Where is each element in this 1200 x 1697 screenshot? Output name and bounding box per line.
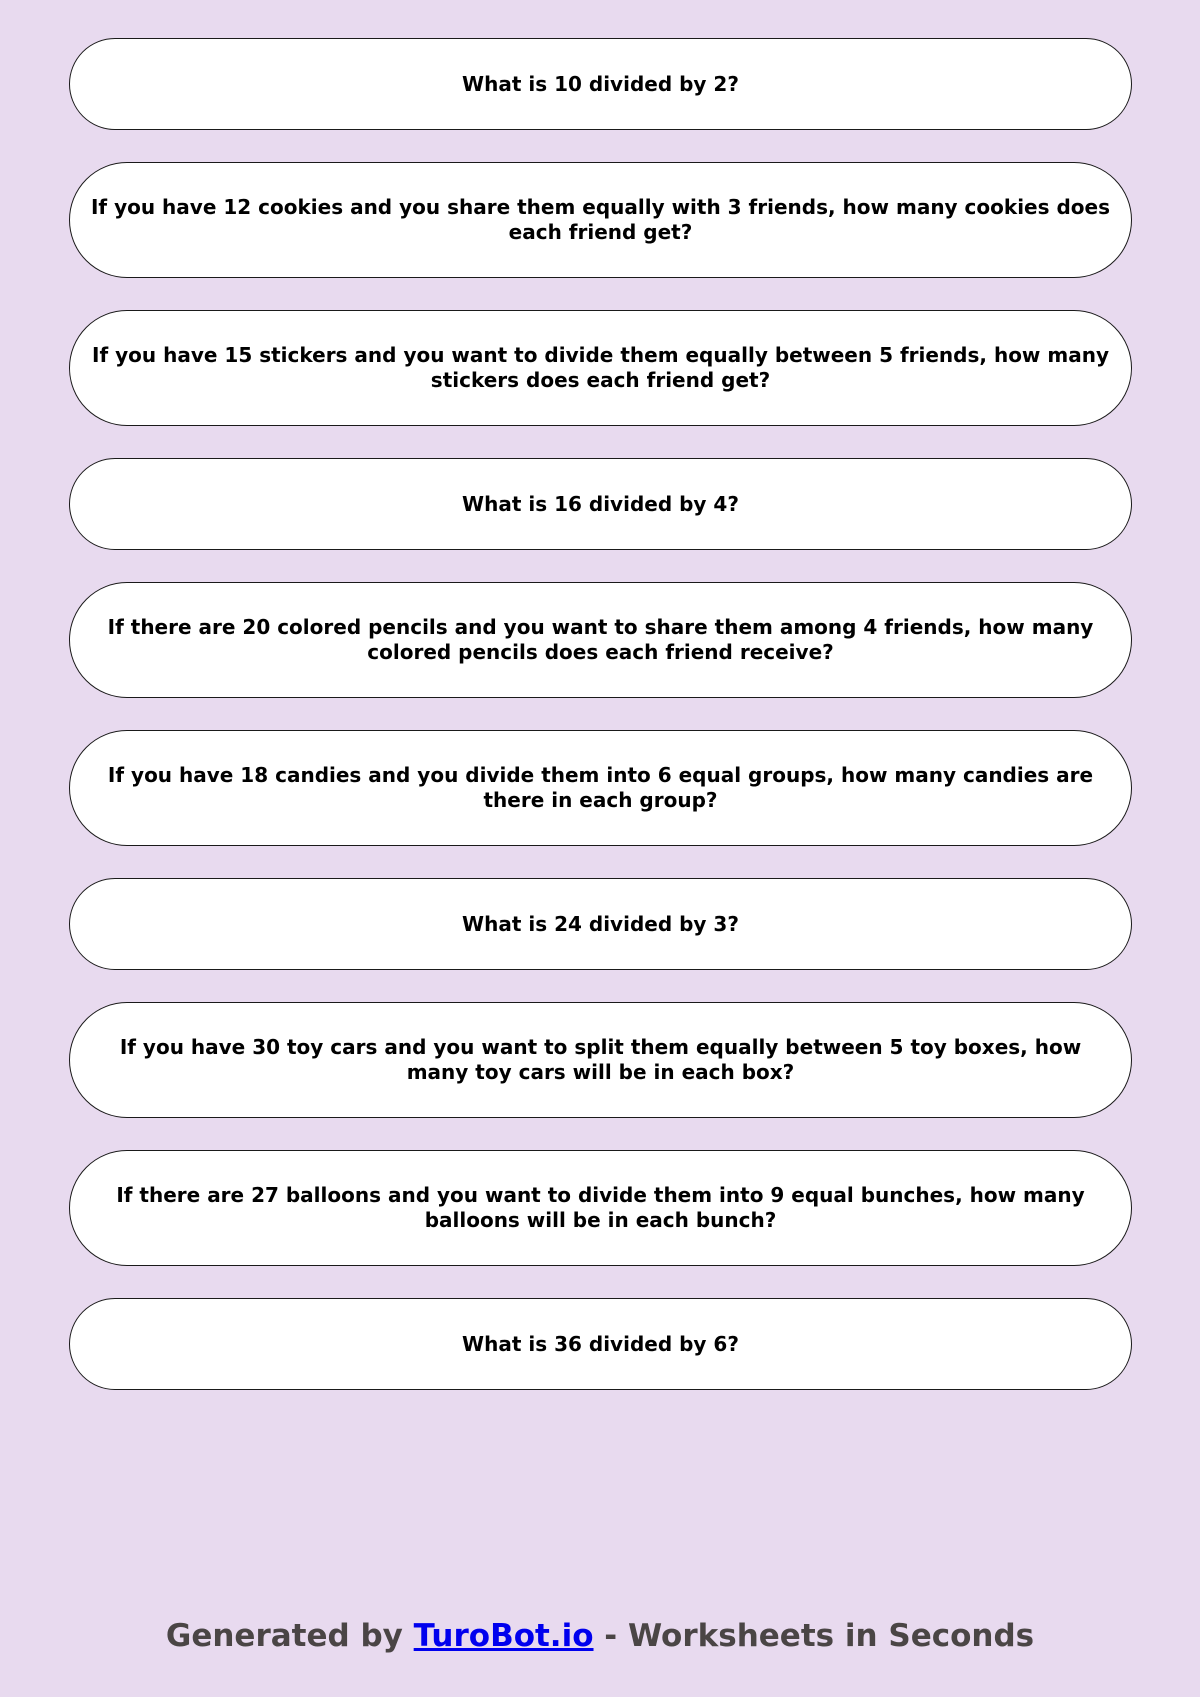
question-box: [69, 1298, 1132, 1390]
question-text: If there are 20 colored pencils and you want to share them among 4 friends, how many colored pencils does each friend receive?: [107, 615, 1094, 664]
footer-suffix: - Worksheets in Seconds: [593, 1618, 1035, 1654]
question-text: What is 16 divided by 4?: [462, 491, 739, 516]
question-text: If you have 12 cookies and you share them equally with 3 friends, how many cookies does each friend get?: [90, 195, 1111, 244]
question-list: [69, 38, 1132, 1390]
question-text: If you have 30 toy cars and you want to split them equally between 5 toy boxes, how many toy cars will be in each box?: [119, 1035, 1082, 1084]
question-box: [69, 730, 1132, 846]
question-text: What is 36 divided by 6?: [462, 1331, 739, 1356]
question-box: [69, 458, 1132, 550]
turobot-link[interactable]: TuroBot.io: [413, 1618, 594, 1654]
question-box: [69, 1150, 1132, 1266]
question-text: If there are 27 balloons and you want to divide them into 9 equal bunches, how many balloons will be in each bunch?: [116, 1183, 1085, 1232]
question-text: What is 10 divided by 2?: [462, 71, 739, 96]
question-box: [69, 310, 1132, 426]
question-text: If you have 15 stickers and you want to divide them equally between 5 friends, how many stickers does each friend get?: [92, 343, 1109, 392]
question-box: [69, 38, 1132, 130]
question-box: [69, 878, 1132, 970]
question-text: If you have 18 candies and you divide them into 6 equal groups, how many candies are there in each group?: [107, 763, 1094, 812]
question-box: [69, 1002, 1132, 1118]
footer-prefix: Generated by: [165, 1618, 414, 1654]
question-box: [69, 582, 1132, 698]
footer: [0, 1618, 1200, 1654]
question-box: [69, 162, 1132, 278]
question-text: What is 24 divided by 3?: [462, 911, 739, 936]
